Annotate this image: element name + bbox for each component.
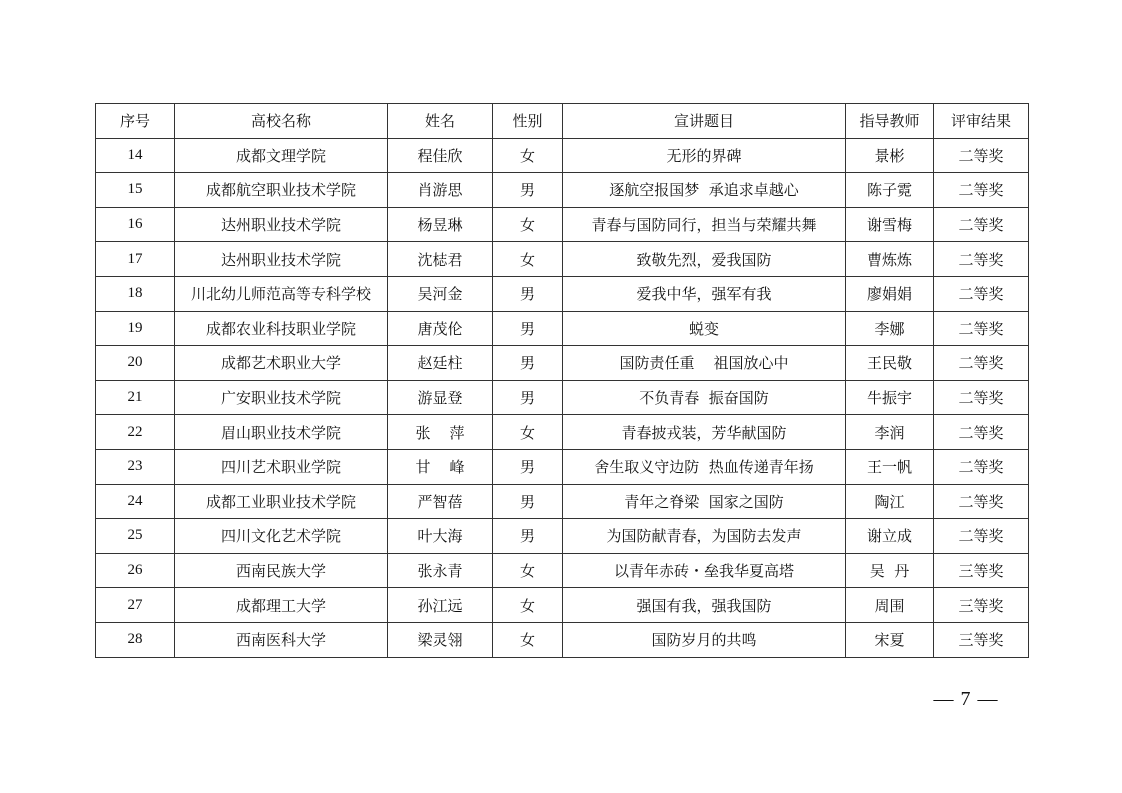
cell-topic: 以青年赤砖・垒我华夏高塔	[563, 553, 846, 588]
header-result: 评审结果	[934, 104, 1029, 139]
cell-index: 17	[96, 242, 175, 277]
cell-result: 二等奖	[934, 173, 1029, 208]
cell-result: 二等奖	[934, 242, 1029, 277]
cell-topic: 蜕变	[563, 311, 846, 346]
table-row	[96, 484, 1029, 519]
cell-name: 杨昱琳	[388, 207, 493, 242]
cell-advisor: 牛振宇	[846, 380, 934, 415]
header-name: 姓名	[388, 104, 493, 139]
cell-gender: 女	[493, 207, 563, 242]
cell-gender: 男	[493, 484, 563, 519]
cell-name: 孙江远	[388, 588, 493, 623]
cell-name: 沈梽君	[388, 242, 493, 277]
cell-school: 成都农业科技职业学院	[175, 311, 388, 346]
cell-index: 27	[96, 588, 175, 623]
cell-name: 叶大海	[388, 519, 493, 554]
cell-index: 28	[96, 622, 175, 657]
cell-name: 梁灵翎	[388, 622, 493, 657]
table-row	[96, 449, 1029, 484]
table-row	[96, 207, 1029, 242]
cell-topic: 强国有我，强我国防	[563, 588, 846, 623]
cell-advisor: 王民敬	[846, 346, 934, 381]
cell-name: 张永青	[388, 553, 493, 588]
header-row	[96, 104, 1029, 139]
cell-topic: 青春与国防同行，担当与荣耀共舞	[563, 207, 846, 242]
table-row	[96, 276, 1029, 311]
cell-gender: 男	[493, 346, 563, 381]
cell-school: 眉山职业技术学院	[175, 415, 388, 450]
cell-topic: 不负青春 振奋国防	[563, 380, 846, 415]
cell-advisor: 李娜	[846, 311, 934, 346]
cell-index: 19	[96, 311, 175, 346]
cell-advisor: 曹炼炼	[846, 242, 934, 277]
cell-school: 成都工业职业技术学院	[175, 484, 388, 519]
cell-school: 成都理工大学	[175, 588, 388, 623]
cell-school: 四川艺术职业学院	[175, 449, 388, 484]
cell-school: 成都艺术职业大学	[175, 346, 388, 381]
table-row	[96, 173, 1029, 208]
cell-topic: 青春披戎装，芳华献国防	[563, 415, 846, 450]
cell-school: 达州职业技术学院	[175, 207, 388, 242]
cell-advisor: 李润	[846, 415, 934, 450]
cell-name: 严智蓓	[388, 484, 493, 519]
header-topic: 宣讲题目	[563, 104, 846, 139]
cell-index: 25	[96, 519, 175, 554]
cell-topic: 国防责任重 祖国放心中	[563, 346, 846, 381]
cell-result: 二等奖	[934, 484, 1029, 519]
cell-index: 22	[96, 415, 175, 450]
cell-advisor: 周围	[846, 588, 934, 623]
cell-gender: 女	[493, 138, 563, 173]
cell-result: 二等奖	[934, 380, 1029, 415]
table-row	[96, 622, 1029, 657]
table-row	[96, 588, 1029, 623]
cell-school: 西南民族大学	[175, 553, 388, 588]
header-school: 高校名称	[175, 104, 388, 139]
cell-result: 二等奖	[934, 311, 1029, 346]
cell-gender: 女	[493, 242, 563, 277]
cell-index: 18	[96, 276, 175, 311]
results-table	[95, 103, 1029, 658]
cell-result: 二等奖	[934, 138, 1029, 173]
cell-topic: 舍生取义守边防 热血传递青年扬	[563, 449, 846, 484]
cell-index: 21	[96, 380, 175, 415]
cell-name: 甘 峰	[388, 449, 493, 484]
header-gender: 性别	[493, 104, 563, 139]
table-row	[96, 346, 1029, 381]
cell-index: 16	[96, 207, 175, 242]
cell-name: 吴河金	[388, 276, 493, 311]
cell-name: 唐茂伦	[388, 311, 493, 346]
cell-name: 赵廷柱	[388, 346, 493, 381]
cell-name: 程佳欣	[388, 138, 493, 173]
page-number: — 7 —	[933, 688, 999, 710]
cell-advisor: 廖娟娟	[846, 276, 934, 311]
cell-school: 成都航空职业技术学院	[175, 173, 388, 208]
cell-result: 二等奖	[934, 276, 1029, 311]
cell-topic: 爱我中华，强军有我	[563, 276, 846, 311]
cell-name: 肖游思	[388, 173, 493, 208]
cell-gender: 男	[493, 173, 563, 208]
table-header	[96, 104, 1029, 139]
header-index: 序号	[96, 104, 175, 139]
cell-advisor: 陶江	[846, 484, 934, 519]
table-row	[96, 415, 1029, 450]
cell-advisor: 王一帆	[846, 449, 934, 484]
cell-school: 广安职业技术学院	[175, 380, 388, 415]
table-row	[96, 242, 1029, 277]
cell-gender: 男	[493, 449, 563, 484]
cell-gender: 男	[493, 380, 563, 415]
table-row	[96, 553, 1029, 588]
cell-topic: 为国防献青春，为国防去发声	[563, 519, 846, 554]
cell-advisor: 谢雪梅	[846, 207, 934, 242]
cell-index: 26	[96, 553, 175, 588]
cell-gender: 女	[493, 553, 563, 588]
cell-index: 20	[96, 346, 175, 381]
cell-index: 24	[96, 484, 175, 519]
cell-gender: 女	[493, 622, 563, 657]
cell-topic: 致敬先烈，爱我国防	[563, 242, 846, 277]
cell-advisor: 景彬	[846, 138, 934, 173]
cell-topic: 无形的界碑	[563, 138, 846, 173]
cell-gender: 男	[493, 276, 563, 311]
cell-school: 成都文理学院	[175, 138, 388, 173]
cell-result: 二等奖	[934, 519, 1029, 554]
cell-school: 四川文化艺术学院	[175, 519, 388, 554]
cell-index: 15	[96, 173, 175, 208]
table-row	[96, 380, 1029, 415]
cell-school: 达州职业技术学院	[175, 242, 388, 277]
cell-school: 川北幼儿师范高等专科学校	[175, 276, 388, 311]
cell-advisor: 谢立成	[846, 519, 934, 554]
cell-result: 二等奖	[934, 415, 1029, 450]
cell-result: 三等奖	[934, 588, 1029, 623]
cell-gender: 女	[493, 415, 563, 450]
header-advisor: 指导教师	[846, 104, 934, 139]
cell-topic: 青年之脊梁 国家之国防	[563, 484, 846, 519]
cell-name: 张 萍	[388, 415, 493, 450]
cell-result: 三等奖	[934, 622, 1029, 657]
cell-topic: 国防岁月的共鸣	[563, 622, 846, 657]
cell-result: 二等奖	[934, 449, 1029, 484]
cell-school: 西南医科大学	[175, 622, 388, 657]
cell-topic: 逐航空报国梦 承追求卓越心	[563, 173, 846, 208]
cell-advisor: 宋夏	[846, 622, 934, 657]
cell-advisor: 吴 丹	[846, 553, 934, 588]
cell-result: 二等奖	[934, 346, 1029, 381]
table-row	[96, 311, 1029, 346]
cell-result: 二等奖	[934, 207, 1029, 242]
cell-result: 三等奖	[934, 553, 1029, 588]
table-row	[96, 138, 1029, 173]
cell-advisor: 陈子霓	[846, 173, 934, 208]
cell-gender: 男	[493, 519, 563, 554]
table-row	[96, 519, 1029, 554]
table-body	[96, 138, 1029, 657]
cell-index: 23	[96, 449, 175, 484]
cell-gender: 男	[493, 311, 563, 346]
cell-name: 游显登	[388, 380, 493, 415]
cell-index: 14	[96, 138, 175, 173]
cell-gender: 女	[493, 588, 563, 623]
